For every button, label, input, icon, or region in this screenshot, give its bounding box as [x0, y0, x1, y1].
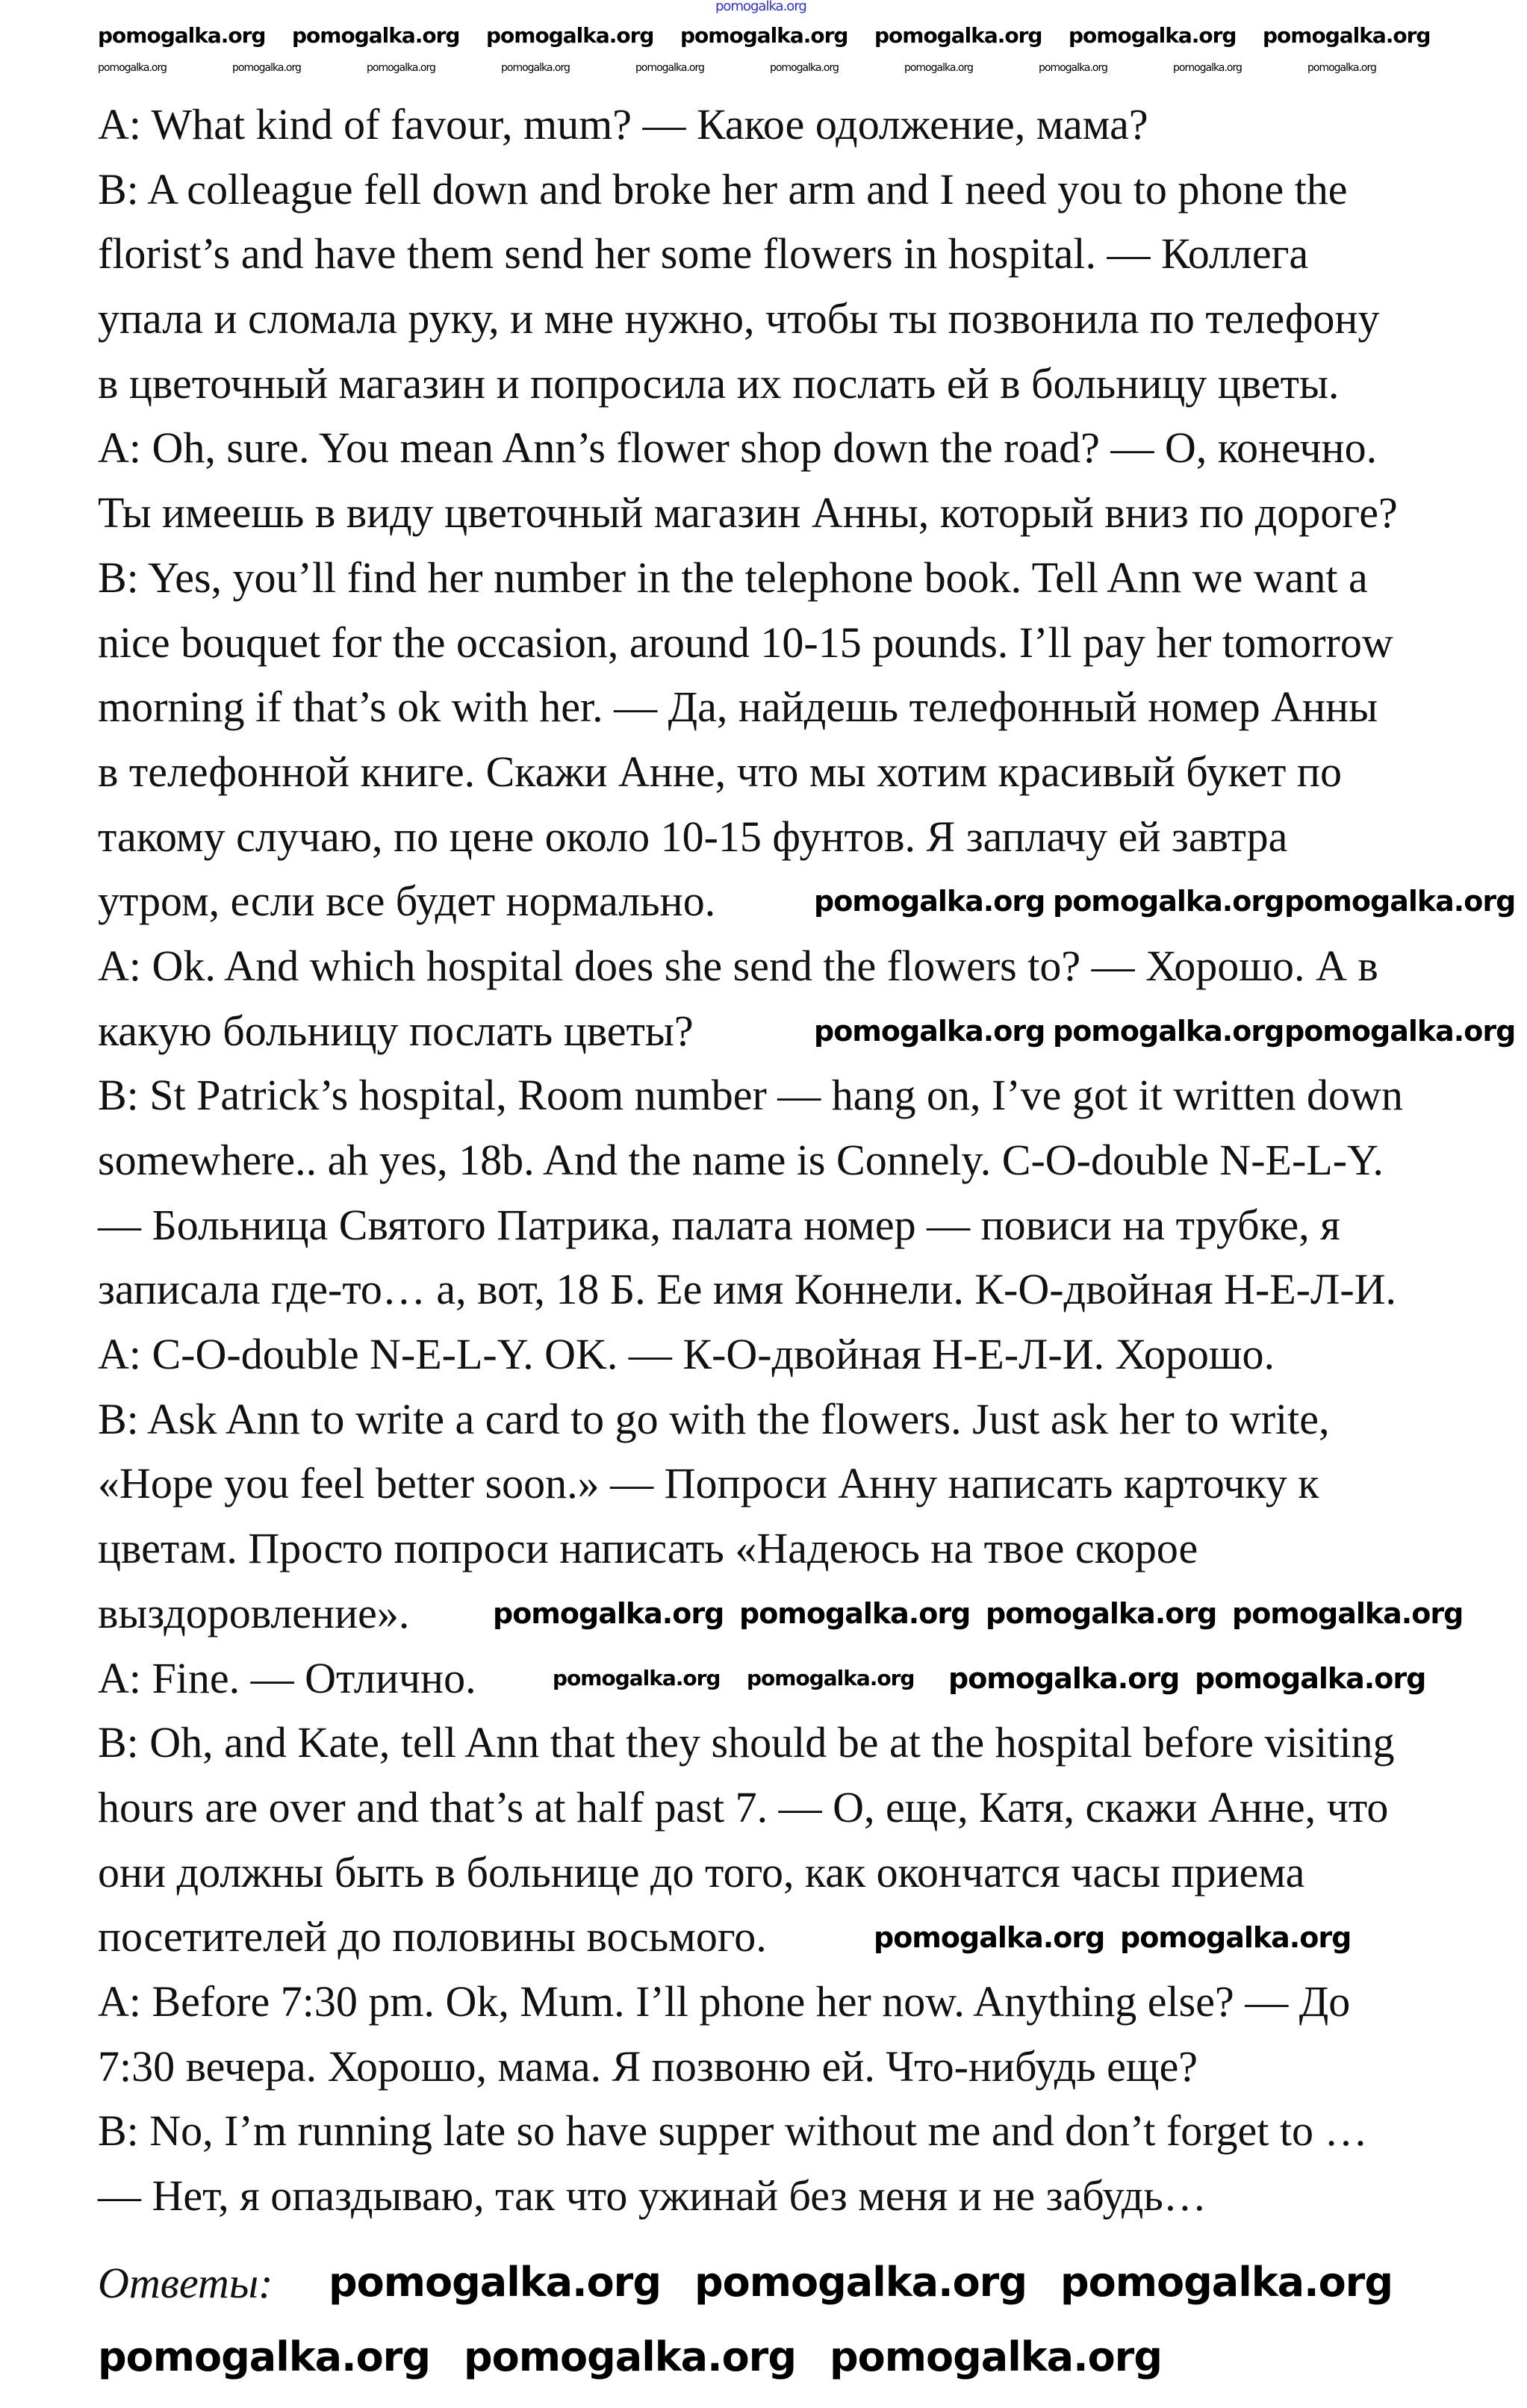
watermark: pomogalka.org	[553, 1666, 721, 1690]
watermark: pomogalka.org	[1307, 62, 1376, 74]
watermark: pomogalka.org	[770, 62, 839, 74]
text-line: B: No, I’m running late so have supper without me and don’t forget to …	[98, 2106, 1368, 2156]
watermark: pomogalka.org	[1069, 23, 1237, 48]
text-line: B: Oh, and Kate, tell Ann that they should be at the hospital before visiting	[98, 1718, 1395, 1767]
watermark: pomogalka.org	[680, 23, 848, 48]
watermark: pomogalka.org	[1053, 1015, 1284, 1048]
watermark: pomogalka.org	[1284, 885, 1516, 918]
watermark: pomogalka.org	[635, 62, 704, 74]
watermark: pomogalka.org	[874, 1921, 1105, 1954]
watermark: pomogalka.org	[739, 1597, 971, 1630]
watermark: pomogalka.org	[493, 1597, 724, 1630]
text-line: A: What kind of favour, mum? — Какое одолжение, мама?	[98, 100, 1148, 149]
text-line: 7:30 вечера. Хорошо, мама. Я позвоню ей. Что-нибудь еще?	[98, 2041, 1198, 2091]
text-line: A: Oh, sure. You mean Ann’s flower shop down the road? — О, конечно.	[98, 423, 1378, 473]
watermark: pomogalka.org	[747, 1666, 915, 1690]
text-line: A: Before 7:30 pm. Ok, Mum. I’ll phone her now. Anything else? — До	[98, 1976, 1351, 2026]
watermark: pomogalka.org	[232, 62, 301, 74]
text-line: цветам. Просто попроси написать «Надеюсь на твое скорое	[98, 1524, 1198, 1573]
text-line: B: Yes, you’ll find her number in the telephone book. Tell Ann we want a	[98, 553, 1368, 602]
text-line: nice bouquet for the occasion, around 10-15 pounds. I’ll pay her tomorrow	[98, 617, 1393, 667]
watermark: pomogalka.org	[904, 62, 973, 74]
watermark: pomogalka.org	[98, 23, 266, 48]
text-line: morning if that’s ok with her. — Да, найдешь телефонный номер Анны	[98, 682, 1378, 732]
text-line: они должны быть в больнице до того, как окончатся часы приема	[98, 1847, 1305, 1897]
text-line: B: Ask Ann to write a card to go with the flowers. Just ask her to write,	[98, 1394, 1330, 1443]
text-line: такому случаю, по цене около 10-15 фунтов. Я заплачу ей завтра	[98, 812, 1288, 861]
text-line: посетителей до половины восьмого.	[98, 1912, 767, 1961]
watermark: pomogalka.org	[1053, 885, 1284, 918]
text-line: hours are over and that’s at half past 7. — О, еще, Катя, скажи Анне, что	[98, 1782, 1389, 1832]
text-line: в телефонной книге. Скажи Анне, что мы хотим красивый букет по	[98, 747, 1342, 796]
text-line: B: A colleague fell down and broke her arm and I need you to phone the	[98, 164, 1348, 214]
watermark: pomogalka.org	[694, 2259, 1027, 2306]
text-line: упала и сломала руку, и мне нужно, чтобы ты позвонила по телефону	[98, 294, 1380, 343]
watermark: pomogalka.org	[329, 2259, 661, 2306]
watermark: pomogalka.org	[464, 2333, 796, 2380]
watermark: pomogalka.org	[1284, 1015, 1516, 1048]
watermark: pomogalka.org	[986, 1597, 1217, 1630]
watermark: pomogalka.org	[1263, 23, 1431, 48]
dialogue-text	[98, 93, 1403, 2315]
text-line: выздоровление».	[98, 1588, 410, 1637]
watermark: pomogalka.org	[501, 62, 570, 74]
watermark: pomogalka.org	[814, 1015, 1045, 1048]
text-line: somewhere.. ah yes, 18b. And the name is Connely. C-O-double N-E-L-Y.	[98, 1136, 1384, 1184]
watermark: pomogalka.org	[715, 0, 806, 14]
text-line: A: C-O-double N-E-L-Y. OK. — К-О-двойная Н-Е-Л-И. Хорошо.	[98, 1330, 1275, 1379]
watermark: pomogalka.org	[1232, 1597, 1464, 1630]
text-line: Ты имеешь в виду цветочный магазин Анны, который вниз по дороге?	[98, 488, 1398, 538]
watermark: pomogalka.org	[1039, 62, 1107, 74]
text-line: утром, если все будет нормально.	[98, 877, 716, 926]
watermark: pomogalka.org	[1120, 1921, 1352, 1954]
text-line: какую больницу послать цветы?	[98, 1006, 694, 1055]
watermark: pomogalka.org	[98, 62, 167, 74]
text-line: — Нет, я опаздываю, так что ужинай без меня и не забудь…	[98, 2171, 1207, 2220]
watermark: pomogalka.org	[292, 23, 460, 48]
watermark: pomogalka.org	[830, 2333, 1162, 2380]
text-line: A: Ok. And which hospital does she send the flowers to? — Хорошо. А в	[98, 941, 1378, 990]
watermark: pomogalka.org	[948, 1662, 1180, 1695]
watermark: pomogalka.org	[814, 885, 1045, 918]
answers-heading: Ответы:	[98, 2258, 273, 2307]
text-line: в цветочный магазин и попросила их послать ей в больницу цветы.	[98, 358, 1340, 408]
text-line: A: Fine. — Отлично.	[98, 1653, 476, 1702]
text-line: florist’s and have them send her some flowers in hospital. — Коллега	[98, 229, 1309, 279]
text-line: записала где-то… а, вот, 18 Б. Ее имя Коннели. К-О-двойная Н-Е-Л-И.	[98, 1265, 1397, 1314]
text-line: «Hope you feel better soon.» — Попроси Анну написать карточку к	[98, 1459, 1319, 1508]
watermark: pomogalka.org	[367, 62, 435, 74]
watermark: pomogalka.org	[1060, 2259, 1393, 2306]
text-line: B: St Patrick’s hospital, Room number — hang on, I’ve got it written down	[98, 1071, 1403, 1120]
text-line: — Больница Святого Патрика, палата номер — повиси на трубке, я	[98, 1200, 1340, 1249]
watermark: pomogalka.org	[874, 23, 1042, 48]
watermark: pomogalka.org	[1195, 1662, 1426, 1695]
watermark: pomogalka.org	[1173, 62, 1242, 74]
watermark: pomogalka.org	[98, 2333, 430, 2380]
watermark: pomogalka.org	[486, 23, 654, 48]
